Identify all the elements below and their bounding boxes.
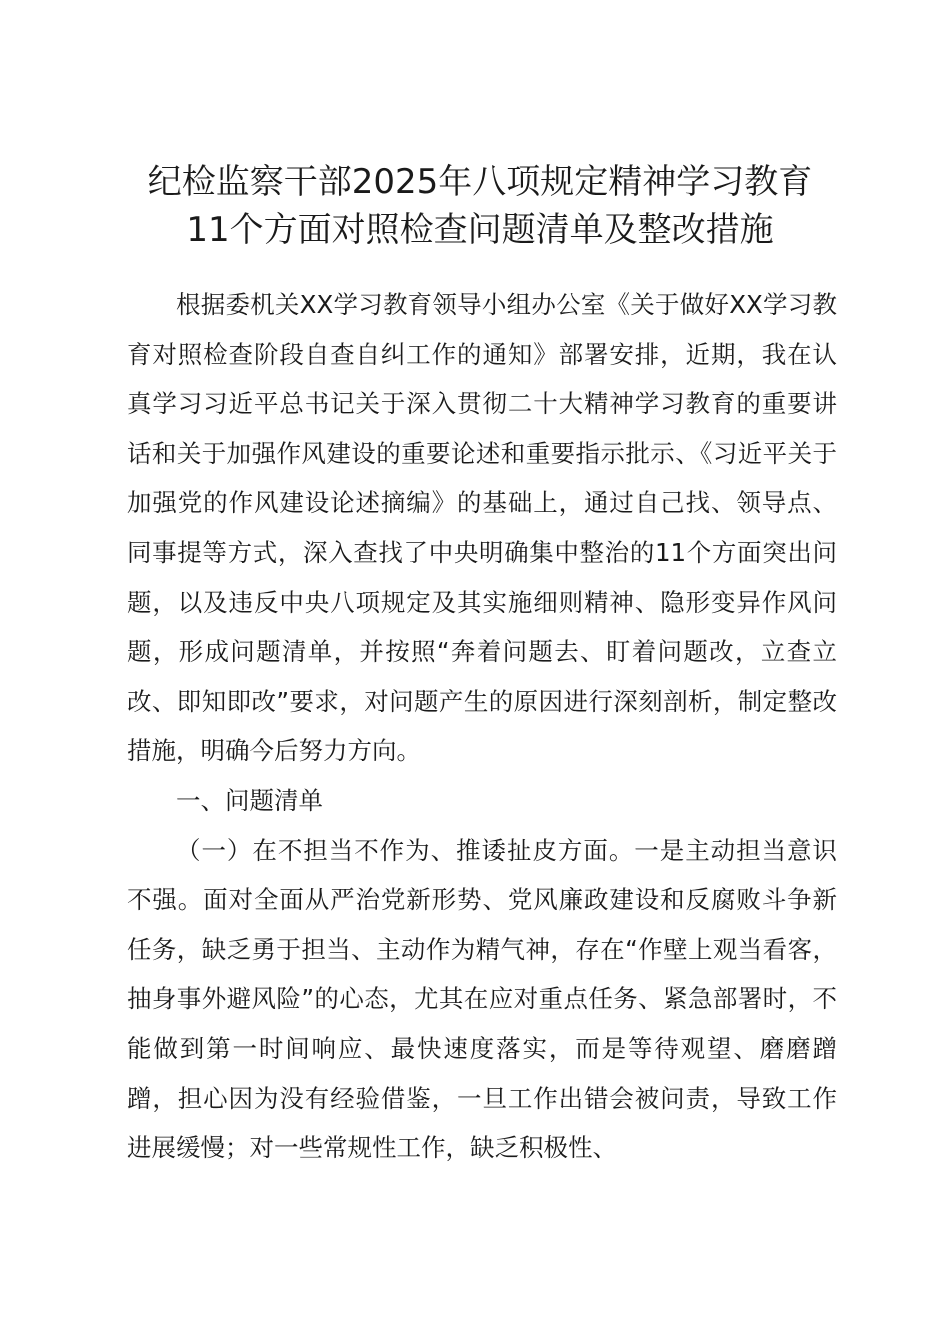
intro-paragraph: 根据委机关XX学习教育领导小组办公室《关于做好XX学习教育对照检查阶段自查自纠工作的通知》部署安排，近期，我在认真学习习近平总书记关于深入贯彻二十大精神学习教育的重要讲话和关于加强作风建设的重要论述和重要指示批示、《习近平关于加强党的作风建设论述摘编》的基础上，通过自己找、领导点、同事提等方式，深入查找了中央明确集中整治的11个方面突出问题，以及违反中央八项规定及其实施细则精神、隐形变异作风问题，形成问题清单，并按照“奔着问题去、盯着问题改，立查立改、即知即改”要求，对问题产生的原因进行深刻剖析，制定整改措施，明确今后努力方向。 (127, 290, 837, 766)
problem-item-1-paragraph: （一）在不担当不作为、推诿扯皮方面。一是主动担当意识不强。面对全面从严治党新形势、党风廉政建设和反腐败斗争新任务，缺乏勇于担当、主动作为精气神，存在“作壁上观当看客，抽身事外避风险”的心态，尤其在应对重点任务、紧急部署时，不能做到第一时间响应、最快速度落实，而是等待观望、磨磨蹭蹭，担心因为没有经验借鉴，一旦工作出错会被问责，导致工作进展缓慢；对一些常规性工作，缺乏积极性、 (127, 835, 837, 1163)
document-body (127, 280, 837, 1173)
document-title-line-2: 11个方面对照检查问题清单及整改措施 (186, 210, 774, 250)
document-title-line-1: 纪检监察干部2025年八项规定精神学习教育 (147, 162, 813, 202)
section-heading-problem-list: 一、问题清单 (176, 785, 323, 815)
